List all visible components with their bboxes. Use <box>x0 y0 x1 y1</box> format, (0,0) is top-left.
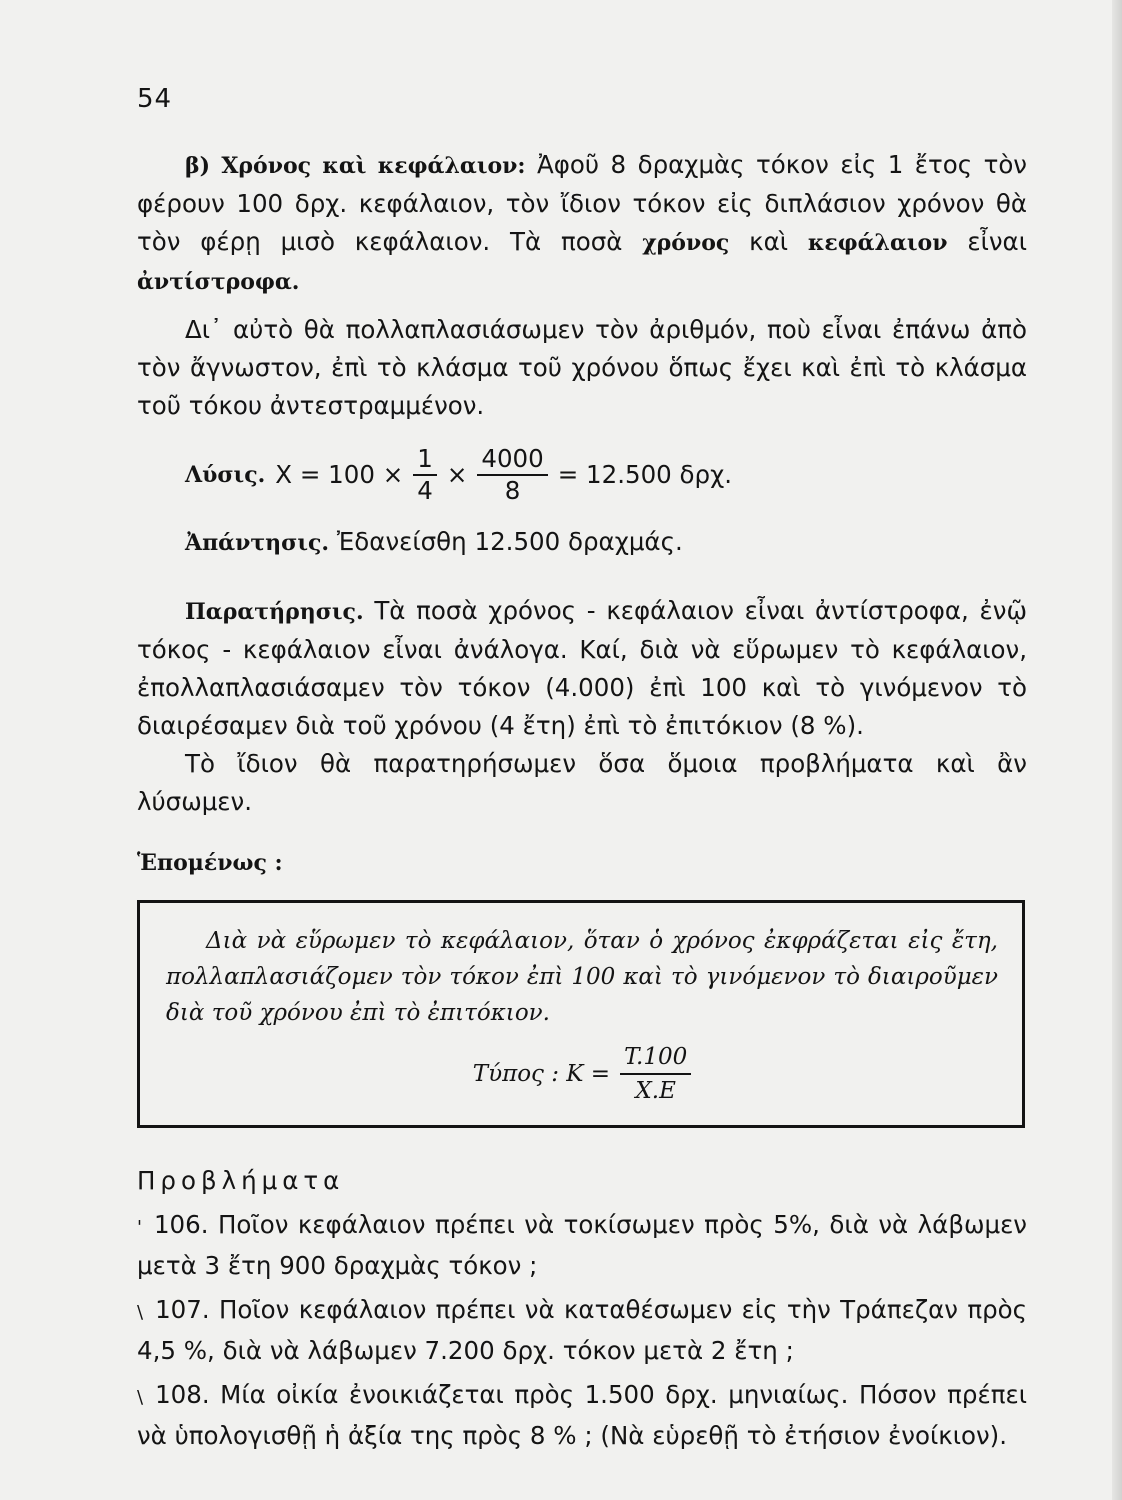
margin-mark: \ <box>137 1302 144 1323</box>
solution-label: Λύσις. <box>185 462 266 488</box>
fraction-interest <box>477 444 547 506</box>
margin-mark: \ <box>137 1387 144 1408</box>
problem-text: Ποῖον κεφάλαιον πρέπει νὰ τοκίσωμεν πρὸς 5%, διὰ νὰ λάβωμεν μετὰ 3 ἔτη 900 δραχμὰς τόκον ; <box>137 1210 1027 1280</box>
bold-term-inverse: ἀντίστροφα. <box>137 269 300 295</box>
method-paragraph: Δι᾿ αὐτὸ θὰ πολλαπλασιάσωμεν τὸν ἀριθμόν, ποὺ εἶναι ἐπάνω ἀπὸ τὸν ἄγνωστον, ἐπὶ τὸ κλάσμα τοῦ χρόνου ὅπως ἔχει καὶ ἐπὶ τὸ κλάσμα τοῦ τόκου ἀντεστραμμένον. <box>137 315 1027 420</box>
section-b-paragraph <box>137 146 1027 301</box>
formula-label: Τύπος : K = <box>472 1061 611 1087</box>
consequently-label: Ἑπομένως : <box>137 850 283 876</box>
solution-lhs: X = 100 × <box>275 460 404 489</box>
section-b-text: Ἀφοῦ 8 δραχμὰς τόκον εἰς 1 ἔτος τὸν φέρουν 100 δρχ. κεφάλαιον, τὸν ἴδιον τόκον εἰς διπλάσιον χρόνον θὰ τὸν φέρῃ μισὸ κεφάλαιον. Τὰ ποσὰ <box>137 150 1027 256</box>
formula-denominator: X.E <box>635 1078 676 1104</box>
answer-paragraph <box>137 523 1027 562</box>
page-number: 54 <box>137 84 173 114</box>
section-b-text: καὶ <box>729 227 808 256</box>
problem-item <box>137 1376 1027 1455</box>
answer-text: Ἐδανείσθη 12.500 δραχμάς. <box>329 527 683 556</box>
problem-text: Μία οἰκία ἐνοικιάζεται πρὸς 1.500 δρχ. μηνιαίως. Πόσον πρέπει νὰ ὑπολογισθῇ ἡ ἀξία της πρὸς 8 % ; (Νὰ εὑρεθῇ τὸ ἐτήσιον ἐνοίκιον). <box>137 1380 1027 1450</box>
rule-text: Διὰ νὰ εὕρωμεν τὸ κεφάλαιον, ὅταν ὁ χρόνος ἐκφράζεται εἰς ἔτη, πολλαπλασιάζομεν τὸν τόκον ἐπὶ 100 καὶ τὸ γινόμενον τὸ διαιροῦμεν διὰ τοῦ χρόνου ἐπὶ τὸ ἐπιτόκιον. <box>166 928 998 1026</box>
problem-text: Ποῖον κεφάλαιον πρέπει νὰ καταθέσωμεν εἰς τὴν Τράπεζαν πρὸς 4,5 %, διὰ νὰ λάβωμεν 7.200 δρχ. τόκον μετὰ 2 ἔτη ; <box>137 1295 1027 1365</box>
bold-term-time: χρόνος <box>642 230 730 256</box>
bold-term-capital: κεφάλαιον <box>807 230 948 256</box>
section-b-text: εἶναι <box>947 227 1027 256</box>
rule-box <box>137 900 1025 1128</box>
capital-formula <box>166 1041 998 1107</box>
solution-equation <box>185 437 1027 513</box>
formula-fraction <box>620 1041 691 1107</box>
observation-paragraph <box>137 592 1027 745</box>
fraction-numerator: 4000 <box>477 444 547 476</box>
section-b-heading: β) Χρόνος καὶ κεφάλαιον: <box>185 153 526 179</box>
fraction-numerator: 1 <box>413 444 437 476</box>
fraction-denominator: 4 <box>417 476 433 505</box>
observation-text: Τὰ ποσὰ χρόνος - κεφάλαιον εἶναι ἀντίστροφα, ἐνῷ τόκος - κεφάλαιον εἶναι ἀνάλογα. Καί, διὰ νὰ εὕρωμεν τὸ κεφάλαιον, ἐπολλαπλασιάσαμεν τὸν τόκον (4.000) ἐπὶ 100 καὶ τὸ γινόμενον τὸ διαιρέσαμεν διὰ τοῦ χρόνου (4 ἔτη) ἐπὶ τὸ ἐπιτόκιον (8 %). <box>137 596 1027 740</box>
times-sign: × <box>446 460 468 489</box>
page-content <box>137 146 1027 1455</box>
answer-label: Ἀπάντησις. <box>185 530 330 556</box>
fraction-time <box>413 444 437 506</box>
problem-number: 107. <box>155 1295 210 1324</box>
observation-label: Παρατήρησις. <box>185 599 364 625</box>
problem-number: 108. <box>155 1380 210 1409</box>
consequently-heading <box>137 843 1027 882</box>
margin-mark: ' <box>137 1217 142 1238</box>
problems-heading: Προβλήματα <box>137 1166 345 1195</box>
solution-result: = 12.500 δρχ. <box>557 460 733 489</box>
same-observation-paragraph: Τὸ ἴδιον θὰ παρατηρήσωμεν ὅσα ὅμοια προβλήματα καὶ ἂν λύσωμεν. <box>137 749 1027 816</box>
problem-number: 106. <box>153 1210 209 1239</box>
fraction-denominator: 8 <box>504 476 521 505</box>
formula-numerator: T.100 <box>620 1041 691 1075</box>
problem-item <box>137 1291 1027 1370</box>
page-edge <box>1112 0 1122 1500</box>
problem-item <box>137 1206 1027 1285</box>
